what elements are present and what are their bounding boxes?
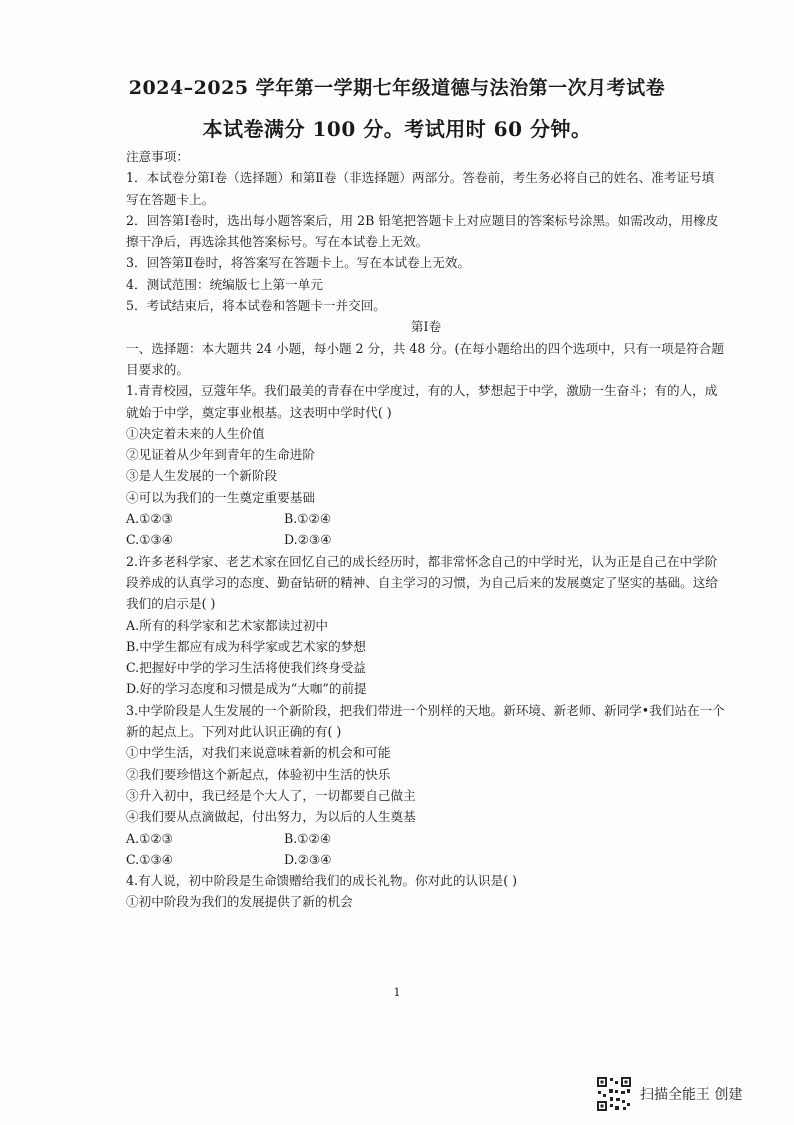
statement: ③升入初中，我已经是个大人了，一切都要自己做主	[126, 787, 416, 803]
section-intro: 一、选择题：本大题共 24 小题，每小题 2 分，共 48 分。(在每小题给出的四个选项中，只有一项是符合题目要求的。	[126, 340, 724, 377]
option-row	[126, 529, 726, 550]
option-row	[126, 828, 726, 849]
statement: ①决定着未来的人生价值	[126, 425, 265, 441]
page-number: 1	[393, 986, 401, 999]
statement: ④可以为我们的一生奠定重要基础	[126, 489, 315, 505]
notice-item: 2．回答第Ⅰ卷时，选出每小题答案后，用 2B 铅笔把答题卡上对应题目的答案标号涂黑。如需改动，用橡皮擦干净后，再选涂其他答案标号。写在本试卷上无效。	[126, 212, 719, 250]
notice-item: 5．考试结束后，将本试卷和答题卡一并交回。	[126, 298, 386, 314]
option: D.好的学习态度和习惯是成为“大咖”的前提	[126, 681, 367, 697]
option-c: C.①③④	[126, 532, 174, 548]
statement: ②见证着从少年到青年的生命进阶	[126, 447, 315, 463]
section-title: 第Ⅰ卷	[410, 319, 442, 335]
scanner-watermark	[596, 1076, 742, 1112]
statement: ①中学生活，对我们来说意味着新的机会和可能	[126, 745, 391, 761]
notice-item: 3．回答第Ⅱ卷时，将答案写在答题卡上。写在本试卷上无效。	[126, 255, 471, 271]
option-a: A.①②③	[126, 830, 173, 846]
option-d: D.②③④	[284, 532, 332, 548]
exam-body	[126, 146, 726, 913]
option-c: C.①③④	[126, 851, 174, 867]
option-d: D.②③④	[284, 851, 332, 867]
statement: ④我们要从点滴做起，付出努力，为以后的人生奠基	[126, 809, 416, 825]
qr-code-icon	[596, 1076, 632, 1112]
statement: ①初中阶段为我们的发展提供了新的机会	[126, 894, 353, 910]
exam-subtitle: 本试卷满分 100 分。考试用时 60 分钟。	[202, 117, 592, 141]
question-stem: 4.有人说，初中阶段是生命馈赠给我们的成长礼物。你对此的认识是( )	[126, 873, 518, 889]
option-row	[126, 849, 726, 870]
option-a: A.①②③	[126, 511, 173, 527]
notice-heading: 注意事项：	[126, 149, 189, 164]
option: A.所有的科学家和艺术家都读过初中	[126, 617, 329, 633]
scanner-credit: 扫描全能王 创建	[640, 1087, 743, 1103]
question-stem: 2.许多老科学家、老艺术家在回忆自己的成长经历时，都非常怀念自己的中学时光，认为正是自己在中学阶段养成的认真学习的态度、勤奋钻研的精神、自主学习的习惯，为自己后来的发展奠定了坚实的基础。这给我们的启示是( )	[126, 553, 718, 612]
option: C.把握好中学的学习生活将使我们终身受益	[126, 660, 366, 676]
option-row	[126, 508, 726, 529]
statement: ②我们要珍惜这个新起点，体验初中生活的快乐	[126, 766, 391, 782]
notice-item: 4．测试范围：统编版七上第一单元	[126, 276, 323, 292]
option-b: B.①②④	[284, 830, 332, 846]
statement: ③是人生发展的一个新阶段	[126, 468, 278, 484]
question-stem: 1.青青校园，豆蔻年华。我们最美的青春在中学度过，有的人，梦想起于中学，激励一生奋斗；有的人，成就始于中学，奠定事业根基。这表明中学时代( )	[126, 383, 718, 420]
option: B.中学生都应有成为科学家或艺术家的梦想	[126, 638, 366, 654]
exam-title: 2024–2025 学年第一学期七年级道德与法治第一次月考试卷	[128, 77, 666, 99]
notice-item: 1．本试卷分第Ⅰ卷（选择题）和第Ⅱ卷（非选择题）两部分。答卷前，考生务必将自己的姓名、准考证号填写在答题卡上。	[126, 170, 715, 207]
option-b: B.①②④	[284, 511, 332, 527]
question-stem: 3.中学阶段是人生发展的一个新阶段，把我们带进一个别样的天地。新环境、新老师、新同学•我们站在一个新的起点上。下列对此认识正确的有( )	[126, 702, 725, 740]
